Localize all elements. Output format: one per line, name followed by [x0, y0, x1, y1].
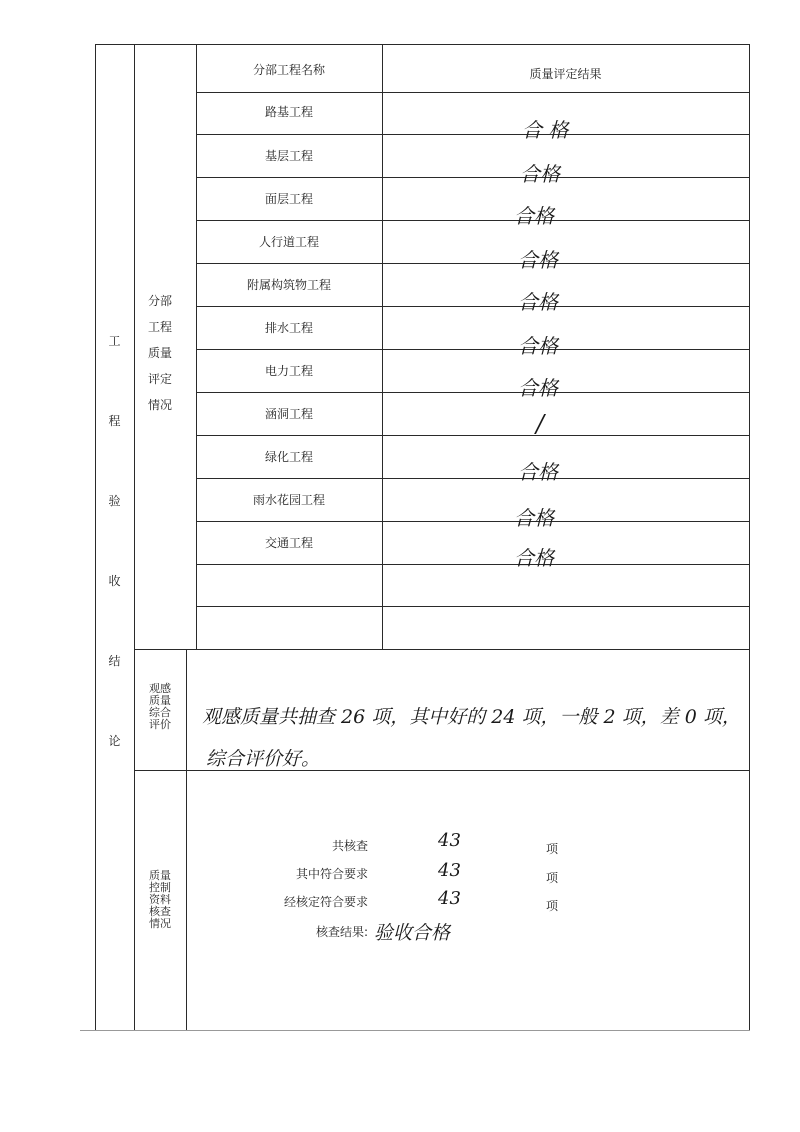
appearance-label [136, 683, 184, 731]
table-row-line [196, 349, 749, 350]
table-row-line [196, 306, 749, 307]
total-unit: 项 [546, 842, 559, 856]
table-row-name: 电力工程 [264, 364, 313, 378]
table-row-line [196, 521, 749, 522]
verified-unit: 项 [546, 899, 559, 913]
table-row-result: 合格 [518, 334, 558, 358]
frame-right-line [749, 44, 750, 1030]
data-check-label-char: 情况 [149, 917, 171, 930]
table-row-name: 雨水花园工程 [252, 493, 325, 507]
appearance-label-char: 评价 [149, 718, 171, 731]
total-label: 共核查 [331, 839, 368, 853]
conform-value: 43 [438, 860, 461, 881]
sub-label-char: 工程 [147, 320, 172, 334]
column-divider-lower [186, 649, 187, 1030]
table-row-result: 合格 [520, 162, 560, 186]
table-row-line [196, 220, 749, 221]
table-row-result: 合格 [518, 376, 558, 400]
data-check-label-char: 控制 [149, 881, 171, 894]
data-check-label-char: 资料 [149, 893, 171, 906]
table-row-name: 人行道工程 [258, 235, 319, 249]
sub-label-stack [136, 288, 184, 418]
table-row-name: 附属构筑物工程 [246, 278, 331, 292]
table-row-line [196, 177, 749, 178]
section-title-char: 工 [108, 334, 121, 348]
sub-label-char: 评定 [147, 372, 172, 386]
conform-label: 其中符合要求 [295, 867, 368, 881]
verified-label: 经核定符合要求 [283, 895, 368, 909]
appearance-label-char: 质量 [149, 694, 171, 707]
result-value: 验收合格 [374, 922, 451, 944]
sub-label-char: 分部 [147, 294, 172, 308]
table-row-line [196, 564, 749, 565]
table-row-result: 合格 [514, 506, 554, 530]
data-check-label-char: 核查 [149, 905, 171, 918]
table-row-name: 绿化工程 [264, 450, 313, 464]
sub-label-char: 质量 [147, 346, 172, 360]
column-divider-1 [134, 44, 135, 1030]
table-row-line [196, 134, 749, 135]
appearance-label-char: 观感 [149, 682, 171, 695]
verified-value: 43 [438, 888, 461, 909]
section-title-char: 程 [108, 414, 121, 428]
table-row-name: 基层工程 [264, 149, 313, 163]
table-row-result: 合格 [518, 460, 558, 484]
section-title-char: 论 [108, 734, 121, 748]
table-row-result: 合格 [518, 248, 558, 272]
frame-top-line [95, 44, 750, 45]
table-header-result: 质量评定结果 [529, 67, 602, 81]
result-label: 核查结果: [315, 925, 368, 939]
section-title-char: 验 [108, 494, 121, 508]
table-bottom-line [134, 649, 749, 650]
table-header-line [196, 92, 749, 93]
appearance-text-line2: 综合评价好。 [206, 748, 321, 770]
table-row-line [196, 392, 749, 393]
table-row-result: 合格 [518, 290, 558, 314]
section-title-char: 收 [108, 574, 121, 588]
section-title-vertical [95, 332, 134, 812]
table-row-name: 交通工程 [264, 536, 313, 550]
table-row-line [196, 478, 749, 479]
frame-bottom-line [80, 1030, 750, 1031]
section-title-char: 结 [108, 654, 121, 668]
table-row-result: 合格 [514, 546, 554, 570]
table-row-name: 涵洞工程 [264, 407, 313, 421]
table-row-name: 面层工程 [264, 192, 313, 206]
data-check-label [136, 870, 184, 930]
table-header-name: 分部工程名称 [252, 63, 325, 77]
table-row-line [196, 263, 749, 264]
data-check-label-char: 质量 [149, 869, 171, 882]
table-row-result: 合格 [514, 204, 554, 228]
table-row-name: 路基工程 [264, 105, 313, 119]
table-row-line [196, 435, 749, 436]
appearance-label-char: 综合 [149, 706, 171, 719]
table-row-line [196, 606, 749, 607]
table-row-result: 合 格 [522, 118, 569, 142]
table-row-result: / [536, 410, 545, 438]
conform-unit: 项 [546, 871, 559, 885]
sub-label-char: 情况 [147, 398, 172, 412]
total-value: 43 [438, 830, 461, 851]
appearance-text-line1: 观感质量共抽查 26 项，其中好的 24 项，一般 2 项，差 0 项， [202, 706, 741, 728]
table-row-name: 排水工程 [264, 321, 313, 335]
